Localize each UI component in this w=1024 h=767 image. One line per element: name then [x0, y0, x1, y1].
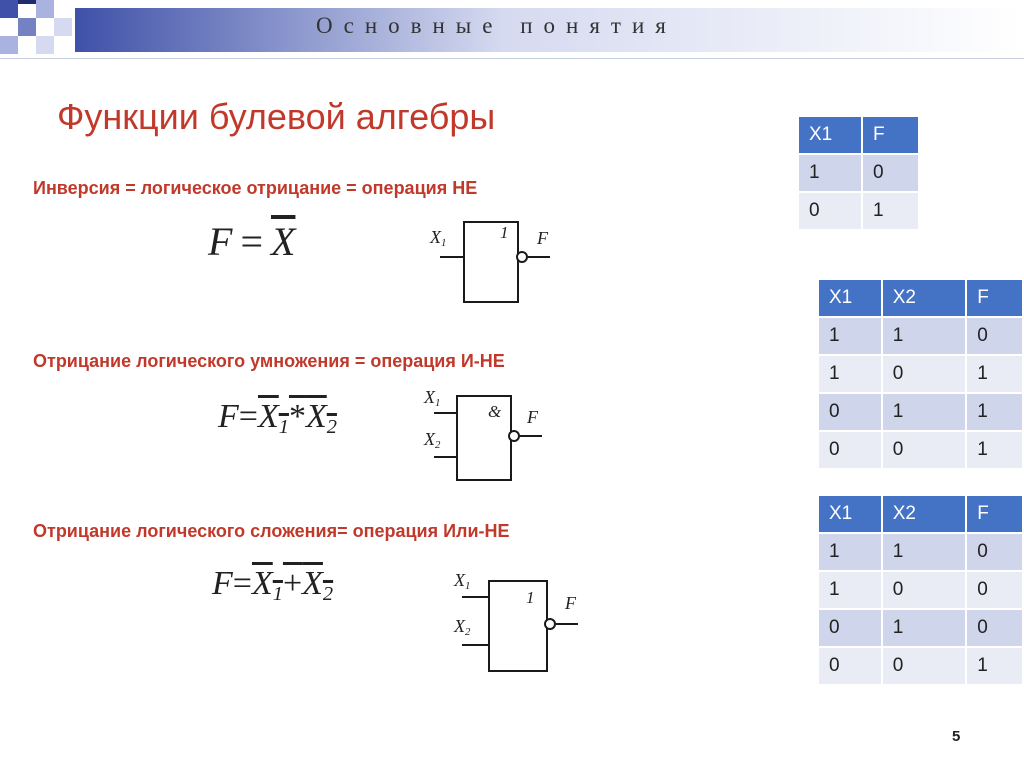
- table-cell: 0: [882, 431, 967, 469]
- formula-rhs: $X_1*X_2$: [257, 398, 337, 439]
- formula-lhs: F: [218, 398, 239, 435]
- slide-title: Функции булевой алгебры: [57, 96, 496, 137]
- formula-eq: =: [238, 398, 258, 435]
- nor-gate: [450, 568, 590, 678]
- nand-gate: [420, 385, 560, 485]
- nand-gate-input-wire-2: [434, 456, 457, 458]
- table-cell: 1: [966, 431, 1023, 469]
- nand-gate-input-label-2: $X_2$: [424, 429, 441, 452]
- table-header-row: [818, 279, 1023, 317]
- formula-lhs: F: [208, 219, 233, 264]
- table-cell: 1: [966, 647, 1023, 685]
- table-cell: 1: [818, 533, 882, 571]
- table-cell: 0: [882, 571, 967, 609]
- truth-table-nor: [817, 494, 1024, 686]
- table-cell: 1: [882, 609, 967, 647]
- table-row: [818, 609, 1023, 647]
- not-gate-input-wire: [440, 256, 464, 258]
- table-cell: 0: [818, 609, 882, 647]
- table-cell: 0: [818, 393, 882, 431]
- table-cell: 1: [798, 154, 862, 192]
- nand-gate-output-label: F: [527, 407, 538, 427]
- section-heading-nor: Отрицание логического сложения= операция Или-НЕ: [33, 521, 510, 541]
- formula-lhs: F: [212, 565, 233, 602]
- section-heading-nand: Отрицание логического умножения = операция И-НЕ: [33, 351, 505, 371]
- not-gate-symbol: 1: [500, 223, 509, 242]
- formula-not: [208, 218, 295, 265]
- table-row: [798, 154, 919, 192]
- table-header-row: [818, 495, 1023, 533]
- nor-gate-input-label-1: $X_1$: [454, 570, 471, 593]
- nor-gate-symbol: 1: [526, 588, 535, 607]
- table-cell: 0: [818, 431, 882, 469]
- table-header-cell: F: [966, 495, 1023, 533]
- table-cell: 0: [966, 317, 1023, 355]
- table-cell: 1: [882, 393, 967, 431]
- table-cell: 1: [966, 393, 1023, 431]
- formula-nor: [212, 565, 333, 606]
- nor-gate-input-wire-2: [462, 644, 489, 646]
- table-cell: 0: [966, 533, 1023, 571]
- table-header-cell: F: [966, 279, 1023, 317]
- header-divider: [0, 58, 1024, 59]
- table-row: [818, 317, 1023, 355]
- nor-gate-body: [488, 580, 548, 672]
- table-cell: 0: [862, 154, 919, 192]
- nand-gate-body: [456, 395, 512, 481]
- not-gate-output-wire: [528, 256, 550, 258]
- table-header-cell: X1: [818, 279, 882, 317]
- table-header-row: [798, 116, 919, 154]
- table-header-cell: F: [862, 116, 919, 154]
- table-cell: 1: [862, 192, 919, 230]
- section-heading-not: Инверсия = логическое отрицание = операция НЕ: [33, 178, 478, 198]
- table-header-cell: X1: [818, 495, 882, 533]
- nand-gate-output-wire: [520, 435, 542, 437]
- not-gate-output-label: F: [537, 228, 548, 248]
- table-row: [818, 571, 1023, 609]
- nor-gate-output-wire: [556, 623, 578, 625]
- nor-gate-input-label-2: $X_2$: [454, 616, 471, 639]
- table-cell: 1: [818, 355, 882, 393]
- table-header-cell: X1: [798, 116, 862, 154]
- nor-gate-output-label: F: [565, 593, 576, 613]
- table-header-cell: X2: [882, 495, 967, 533]
- nand-gate-input-wire-1: [434, 412, 457, 414]
- table-cell: 0: [882, 355, 967, 393]
- truth-table-nand: [817, 278, 1024, 470]
- formula-eq: =: [232, 565, 252, 602]
- table-cell: 0: [798, 192, 862, 230]
- not-gate: [420, 215, 560, 310]
- table-cell: 1: [818, 571, 882, 609]
- table-row: [818, 393, 1023, 431]
- not-gate-body: [463, 221, 519, 303]
- nand-gate-bubble: [508, 430, 520, 442]
- nor-gate-bubble: [544, 618, 556, 630]
- table-cell: 1: [818, 317, 882, 355]
- table-cell: 1: [966, 355, 1023, 393]
- formula-rhs: $\overline{X}$: [271, 219, 296, 264]
- table-header-cell: X2: [882, 279, 967, 317]
- table-cell: 1: [882, 533, 967, 571]
- table-cell: 0: [966, 571, 1023, 609]
- formula-nand: [218, 398, 337, 439]
- formula-eq: =: [240, 219, 263, 264]
- header-text: Основные понятия: [316, 13, 677, 38]
- nand-gate-symbol: &: [488, 402, 502, 421]
- not-gate-bubble: [516, 251, 528, 263]
- not-gate-input-label: $X_1$: [430, 227, 447, 250]
- table-row: [818, 647, 1023, 685]
- nor-gate-input-wire-1: [462, 596, 489, 598]
- table-cell: 0: [882, 647, 967, 685]
- table-row: [818, 533, 1023, 571]
- table-row: [798, 192, 919, 230]
- table-row: [818, 431, 1023, 469]
- table-cell: 0: [966, 609, 1023, 647]
- table-cell: 0: [818, 647, 882, 685]
- nand-gate-input-label-1: $X_1$: [424, 387, 441, 410]
- formula-rhs: $X_1+X_2$: [251, 565, 334, 606]
- table-cell: 1: [882, 317, 967, 355]
- truth-table-not: [797, 115, 920, 231]
- page-number: 5: [952, 728, 961, 745]
- table-row: [818, 355, 1023, 393]
